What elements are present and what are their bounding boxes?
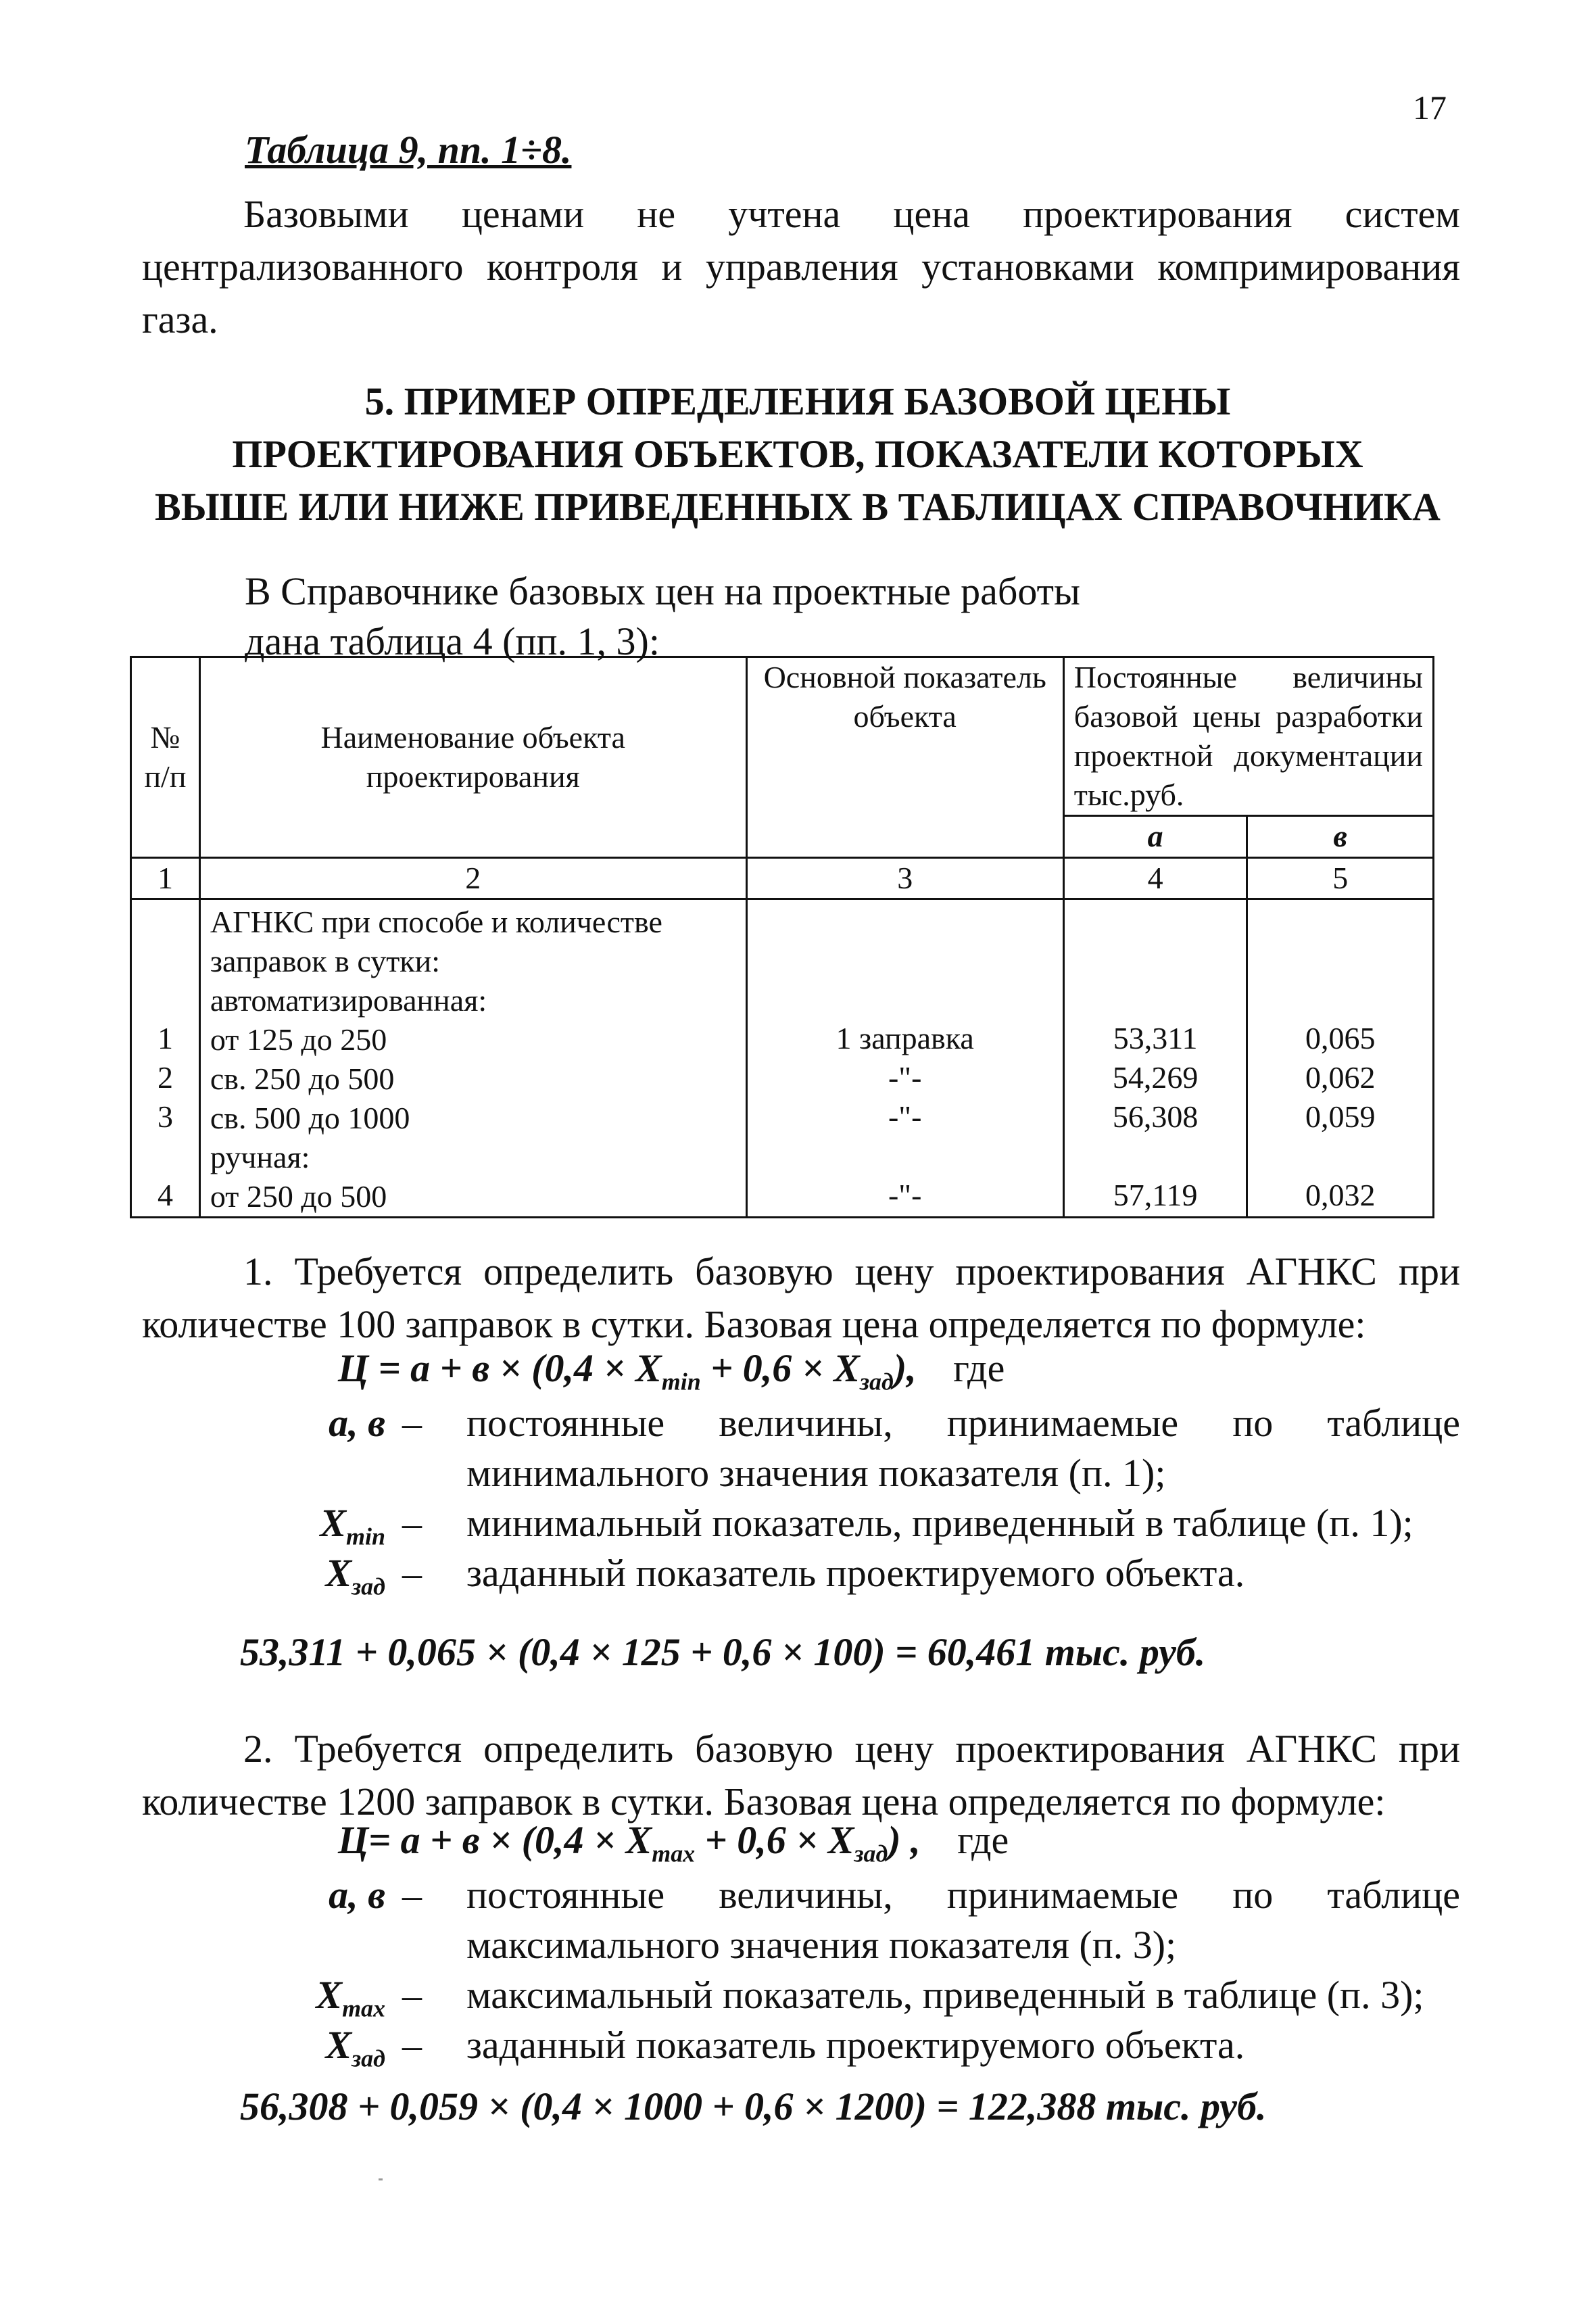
row-b: 0,032 xyxy=(1305,1178,1376,1212)
def-term-sub: зад xyxy=(352,2045,385,2072)
row-num: 3 xyxy=(157,1099,173,1134)
example-2-text: 2. Требуется определить базовую цену проектирования АГНКС при количестве 1200 заправок в сутки. Базовая цена определяется по формуле: xyxy=(142,1727,1460,1823)
def-dash: – xyxy=(402,1501,422,1545)
row-name: от 125 до 250 xyxy=(210,1022,387,1057)
col-number: 4 xyxy=(1063,858,1247,899)
def-dash: – xyxy=(402,1551,422,1595)
formula-1-main: Ц = а + в × (0,4 × X xyxy=(338,1346,662,1390)
def-term-sub: min xyxy=(346,1523,385,1550)
def-term-x: X xyxy=(320,1501,347,1545)
reference-line-1: В Справочнике базовых цен на проектные работы xyxy=(245,569,1080,613)
row-indicator: -"- xyxy=(888,1178,922,1212)
formula-2-mid: + 0,6 × X xyxy=(695,1818,854,1862)
example-1-calculation: 53,311 + 0,065 × (0,4 × 125 + 0,6 × 100) = 60,461 тыс. руб. xyxy=(240,1630,1206,1674)
formula-1 xyxy=(338,1345,1005,1396)
def-text: заданный показатель проектируемого объекта. xyxy=(466,2023,1245,2067)
def-term: а, в xyxy=(329,1873,385,1917)
row-indicator: -"- xyxy=(888,1060,922,1095)
col-number: 1 xyxy=(131,858,200,899)
definition-row xyxy=(142,1870,1460,1970)
formula-2-where: где xyxy=(957,1818,1009,1862)
row-name: св. 500 до 1000 xyxy=(210,1101,410,1135)
def-term-xzad xyxy=(142,2020,385,2084)
formula-2-sub-max: max xyxy=(652,1840,696,1867)
row-indicators-cell xyxy=(746,899,1063,1218)
table-body xyxy=(131,899,1434,1218)
def-term-sub: max xyxy=(342,1995,385,2022)
heading-line-2: ПРОЕКТИРОВАНИЯ ОБЪЕКТОВ, ПОКАЗАТЕЛИ КОТОРЫХ xyxy=(232,432,1363,476)
reference-line-2: дана таблица 4 (пп. 1, 3): xyxy=(245,619,660,663)
formula-1-where: где xyxy=(953,1346,1005,1390)
formula-1-end: ), xyxy=(893,1346,917,1390)
header-a: а xyxy=(1063,816,1247,858)
def-term: а, в xyxy=(329,1401,385,1445)
def-dash: – xyxy=(402,1401,422,1445)
def-term-x: X xyxy=(325,2023,352,2067)
formula-1-sub-zad: зад xyxy=(859,1368,894,1395)
definition-row xyxy=(142,1548,1460,1598)
reference-text xyxy=(245,567,1080,667)
header-b: в xyxy=(1247,816,1434,858)
def-term-x: X xyxy=(316,1973,343,2017)
price-table xyxy=(130,656,1434,1218)
row-indicator: -"- xyxy=(888,1099,922,1134)
row-num: 1 xyxy=(157,1021,173,1055)
def-term-sub: зад xyxy=(352,1573,385,1600)
row-b: 0,065 xyxy=(1305,1021,1376,1055)
def-text: заданный показатель проектируемого объекта. xyxy=(466,1551,1245,1595)
header-num: № п/п xyxy=(131,657,200,858)
table-reference: Таблица 9, пп. 1÷8. xyxy=(245,128,572,172)
row-num: 4 xyxy=(157,1178,173,1212)
row-names-cell xyxy=(199,899,746,1218)
definition-row xyxy=(142,1498,1460,1548)
row-num: 2 xyxy=(157,1060,173,1095)
definition-row xyxy=(142,1970,1460,2020)
column-number-row xyxy=(131,858,1434,899)
example-2-calculation: 56,308 + 0,059 × (0,4 × 1000 + 0,6 × 1200) = 122,388 тыс. руб. xyxy=(240,2084,1267,2128)
row-b: 0,059 xyxy=(1305,1099,1376,1134)
def-text: постоянные величины, принимаемые по таблице максимального значения показателя (п. 3); xyxy=(466,1873,1460,1967)
subgroup-manual: ручная: xyxy=(210,1140,310,1174)
formula-2 xyxy=(338,1817,1009,1868)
row-a: 54,269 xyxy=(1112,1060,1199,1095)
def-term-xzad xyxy=(142,1548,385,1612)
row-name: св. 250 до 500 xyxy=(210,1061,395,1096)
example-1-definitions xyxy=(142,1398,1460,1601)
intro-paragraph: Базовыми ценами не учтена цена проектирования систем централизованного контроля и управления установками компримирования газа. xyxy=(142,192,1460,341)
definition-row xyxy=(142,1398,1460,1498)
col-number: 2 xyxy=(199,858,746,899)
group-title: АГНКС при способе и количестве заправок в сутки: xyxy=(210,905,662,978)
page-number: 17 xyxy=(1413,89,1447,126)
formula-1-sub-min: min xyxy=(661,1368,701,1395)
section-heading xyxy=(101,375,1494,533)
def-text: постоянные величины, принимаемые по таблице минимального значения показателя (п. 1); xyxy=(466,1401,1460,1495)
formula-2-main: Ц= а + в × (0,4 × X xyxy=(338,1818,652,1862)
row-numbers-cell xyxy=(131,899,200,1218)
row-a: 56,308 xyxy=(1112,1099,1199,1134)
scan-mark xyxy=(379,2178,383,2180)
table-header-row xyxy=(131,657,1434,816)
row-a-cell xyxy=(1063,899,1247,1218)
heading-line-1: 5. ПРИМЕР ОПРЕДЕЛЕНИЯ БАЗОВОЙ ЦЕНЫ xyxy=(364,379,1231,423)
formula-2-end: ) , xyxy=(888,1818,921,1862)
row-b: 0,062 xyxy=(1305,1060,1376,1095)
formula-2-sub-zad: зад xyxy=(854,1840,888,1867)
row-b-cell xyxy=(1247,899,1434,1218)
def-term-x: X xyxy=(325,1551,352,1595)
def-dash: – xyxy=(402,1973,422,2017)
def-dash: – xyxy=(402,1873,422,1917)
subgroup-auto: автоматизированная: xyxy=(210,983,487,1018)
def-dash: – xyxy=(402,2023,422,2067)
def-text: минимальный показатель, приведенный в таблице (п. 1); xyxy=(466,1501,1413,1545)
heading-line-3: ВЫШЕ ИЛИ НИЖЕ ПРИВЕДЕННЫХ В ТАБЛИЦАХ СПРАВОЧНИКА xyxy=(155,485,1441,529)
formula-1-mid: + 0,6 × X xyxy=(700,1346,860,1390)
example-2-definitions xyxy=(142,1870,1460,2073)
col-number: 5 xyxy=(1247,858,1434,899)
row-a: 53,311 xyxy=(1113,1021,1198,1055)
header-indicator: Основной показатель объекта xyxy=(746,657,1063,858)
header-constants: Постоянные величины базовой цены разработки проектной документации тыс.руб. xyxy=(1063,657,1433,816)
col-number: 3 xyxy=(746,858,1063,899)
row-name: от 250 до 500 xyxy=(210,1179,387,1214)
header-name: Наименование объекта проектирования xyxy=(199,657,746,858)
row-indicator: 1 заправка xyxy=(836,1021,974,1055)
def-text: максимальный показатель, приведенный в таблице (п. 3); xyxy=(466,1973,1424,2017)
example-1-text: 1. Требуется определить базовую цену проектирования АГНКС при количестве 100 заправок в сутки. Базовая цена определяется по формуле: xyxy=(142,1249,1460,1346)
row-a: 57,119 xyxy=(1113,1178,1198,1212)
definition-row xyxy=(142,2020,1460,2070)
